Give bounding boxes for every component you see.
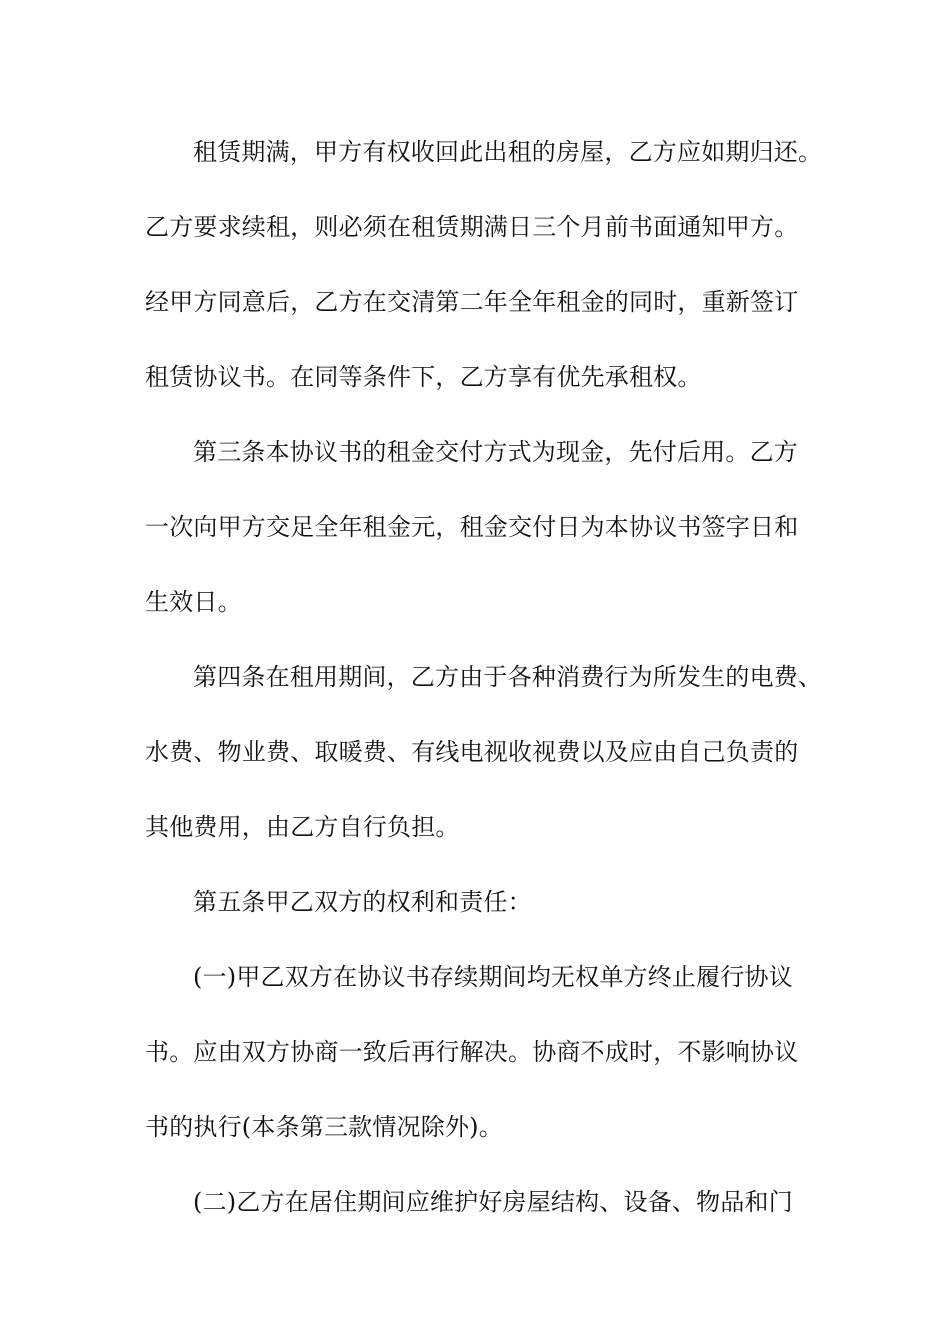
text-line: 经甲方同意后，乙方在交清第二年全年租金的同时，重新签订: [145, 288, 799, 316]
text-line: 第四条在租用期间，乙方由于各种消费行为所发生的电费、: [193, 663, 823, 691]
text-line: 其他费用，由乙方自行负担。: [145, 813, 460, 841]
text-line: (二)乙方在居住期间应维护好房屋结构、设备、物品和门: [193, 1188, 793, 1216]
text-line: 乙方要求续租，则必须在租赁期满日三个月前书面通知甲方。: [145, 213, 799, 241]
text-line: 一次向甲方交足全年租金元，租金交付日为本协议书签字日和: [145, 513, 799, 541]
text-line: 生效日。: [145, 588, 242, 616]
text-line: 租赁期满，甲方有权收回此出租的房屋，乙方应如期归还。: [193, 138, 823, 166]
text-line: 第三条本协议书的租金交付方式为现金，先付后用。乙方: [193, 438, 798, 466]
text-line: 第五条甲乙双方的权利和责任：: [193, 888, 532, 916]
text-line: 书。应由双方协商一致后再行解决。协商不成时，不影响协议: [145, 1038, 799, 1066]
text-line: (一)甲乙双方在协议书存续期间均无权单方终止履行协议: [193, 963, 793, 991]
text-line: 水费、物业费、取暖费、有线电视收视费以及应由自己负责的: [145, 738, 799, 766]
text-line: 租赁协议书。在同等条件下，乙方享有优先承租权。: [145, 363, 702, 391]
text-line: 书的执行(本条第三款情况除外)。: [145, 1113, 503, 1141]
